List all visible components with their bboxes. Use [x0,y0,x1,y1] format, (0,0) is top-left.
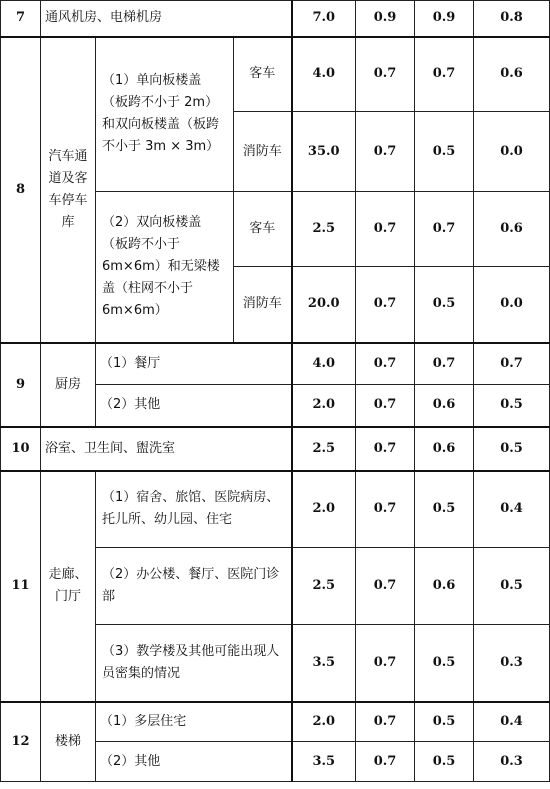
standard-value: 3.5 [292,625,356,702]
combination-coefficient: 0.7 [356,427,415,471]
use-category: 楼梯 [41,702,96,782]
frequent-coefficient: 0.6 [415,427,474,471]
quasi-permanent-coefficient: 0.0 [474,112,550,192]
standard-value: 35.0 [292,112,356,192]
quasi-permanent-coefficient: 0.6 [474,192,550,267]
combination-coefficient: 0.7 [356,625,415,702]
quasi-permanent-coefficient: 0.0 [474,267,550,343]
standard-value: 4.0 [292,343,356,385]
standard-value: 4.0 [292,37,356,112]
use-category: 汽车通道及客车停车库 [41,37,96,343]
sub-category: （2）其他 [96,742,292,782]
standard-value: 2.5 [292,192,356,267]
frequent-coefficient: 0.6 [415,548,474,625]
frequent-coefficient: 0.5 [415,267,474,343]
frequent-coefficient: 0.5 [415,702,474,742]
quasi-permanent-coefficient: 0.7 [474,343,550,385]
combination-coefficient: 0.7 [356,343,415,385]
use-category: 浴室、卫生间、盥洗室 [41,427,292,471]
frequent-coefficient: 0.6 [415,385,474,427]
standard-value: 2.5 [292,427,356,471]
sub-category: （1）多层住宅 [96,702,292,742]
quasi-permanent-coefficient: 0.6 [474,37,550,112]
table-row [1,427,550,471]
combination-coefficient: 0.7 [356,192,415,267]
frequent-coefficient: 0.7 [415,343,474,385]
row-number: 11 [1,471,41,702]
combination-coefficient: 0.9 [356,1,415,37]
quasi-permanent-coefficient: 0.5 [474,427,550,471]
standard-value: 2.0 [292,471,356,548]
table-row [1,471,550,548]
sub-category: （1）宿舍、旅馆、医院病房、托儿所、幼儿园、住宅 [96,471,292,548]
combination-coefficient: 0.7 [356,37,415,112]
frequent-coefficient: 0.5 [415,112,474,192]
combination-coefficient: 0.7 [356,267,415,343]
standard-value: 20.0 [292,267,356,343]
frequent-coefficient: 0.5 [415,471,474,548]
combination-coefficient: 0.7 [356,112,415,192]
frequent-coefficient: 0.5 [415,625,474,702]
row-number: 10 [1,427,41,471]
table-row [1,702,550,742]
sub-category: （1）单向板楼盖（板跨不小于 2m）和双向板楼盖（板跨不小于 3m × 3m） [96,37,234,192]
frequent-coefficient: 0.7 [415,37,474,112]
vehicle-type: 客车 [234,37,292,112]
frequent-coefficient: 0.7 [415,192,474,267]
sub-category: （1）餐厅 [96,343,292,385]
row-number: 9 [1,343,41,427]
combination-coefficient: 0.7 [356,742,415,782]
sub-category: （3）教学楼及其他可能出现人员密集的情况 [96,625,292,702]
quasi-permanent-coefficient: 0.5 [474,385,550,427]
use-category: 通风机房、电梯机房 [41,1,292,37]
standard-value: 2.0 [292,385,356,427]
combination-coefficient: 0.7 [356,548,415,625]
vehicle-type: 消防车 [234,267,292,343]
quasi-permanent-coefficient: 0.3 [474,625,550,702]
sub-category: （2）其他 [96,385,292,427]
row-number: 8 [1,37,41,343]
quasi-permanent-coefficient: 0.3 [474,742,550,782]
vehicle-type: 消防车 [234,112,292,192]
standard-value: 2.5 [292,548,356,625]
combination-coefficient: 0.7 [356,471,415,548]
standard-value: 7.0 [292,1,356,37]
row-number: 12 [1,702,41,782]
table-row [1,1,550,37]
frequent-coefficient: 0.9 [415,1,474,37]
quasi-permanent-coefficient: 0.4 [474,471,550,548]
quasi-permanent-coefficient: 0.5 [474,548,550,625]
table-row [1,343,550,385]
use-category: 走廊、门厅 [41,471,96,702]
use-category: 厨房 [41,343,96,427]
standard-value: 2.0 [292,702,356,742]
quasi-permanent-coefficient: 0.8 [474,1,550,37]
sub-category: （2）办公楼、餐厅、医院门诊部 [96,548,292,625]
frequent-coefficient: 0.5 [415,742,474,782]
vehicle-type: 客车 [234,192,292,267]
combination-coefficient: 0.7 [356,702,415,742]
sub-category: （2）双向板楼盖（板跨不小于 6m×6m）和无梁楼盖（柱网不小于 6m×6m） [96,192,234,343]
row-number: 7 [1,1,41,37]
combination-coefficient: 0.7 [356,385,415,427]
standard-value: 3.5 [292,742,356,782]
table-row [1,37,550,112]
quasi-permanent-coefficient: 0.4 [474,702,550,742]
